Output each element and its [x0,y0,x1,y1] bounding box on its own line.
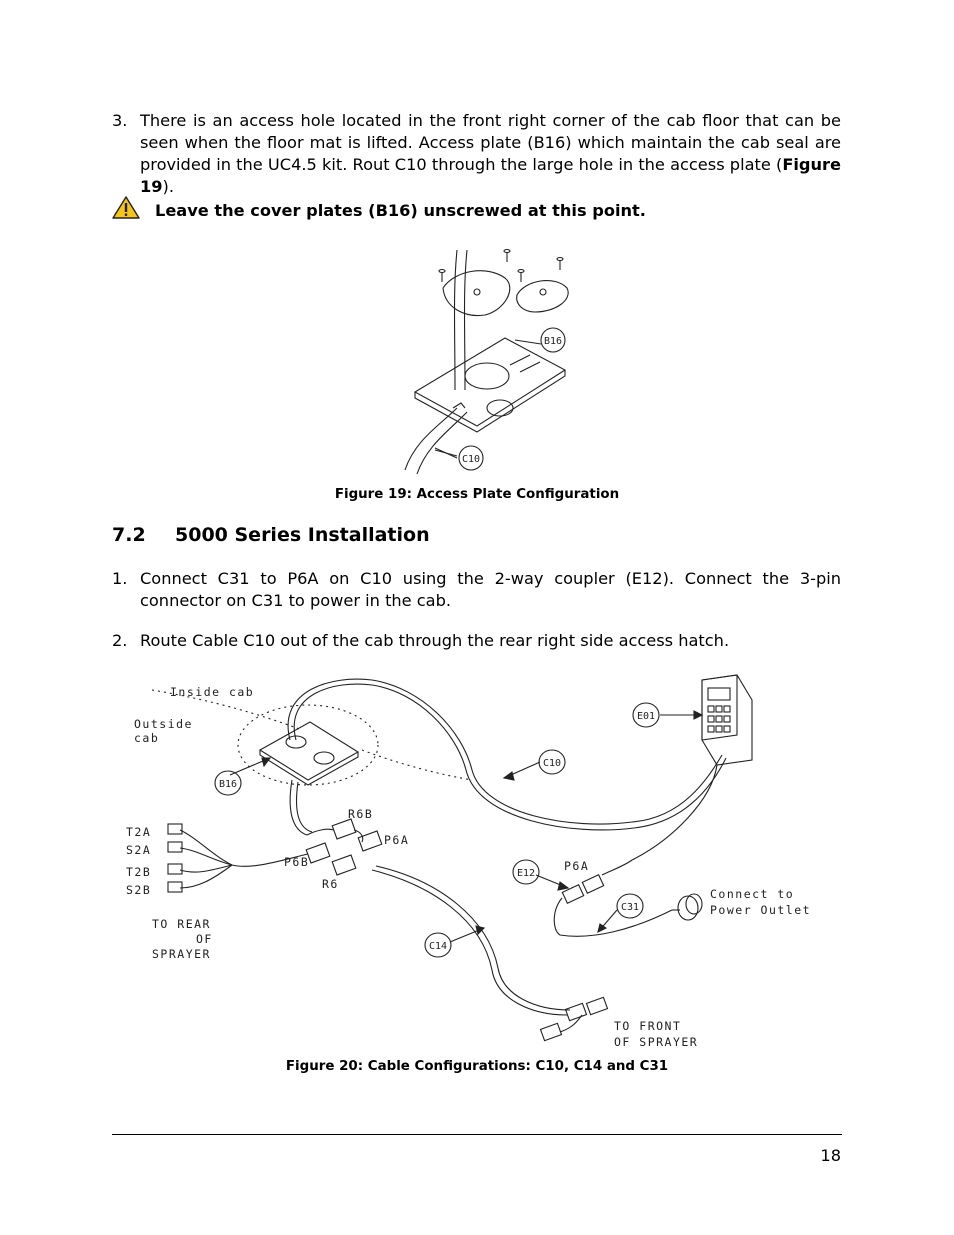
label-to-front-1: TO FRONT [614,1019,682,1033]
warning-text: Leave the cover plates (B16) unscrewed at this point. [155,201,646,220]
step-3-number: 3. [112,111,128,130]
label-to-front-2: OF SPRAYER [614,1035,699,1049]
label-to-rear-2: OF [196,932,213,946]
label-t2b: T2B [126,865,152,879]
label-e12: E12 [516,868,536,879]
label-inside-cab: Inside cab [170,685,255,699]
label-b16: B16 [218,779,238,790]
label-s2b: S2B [126,883,152,897]
figure-20-caption: Figure 20: Cable Configurations: C10, C14 and C31 [285,1059,669,1074]
label-c31: C31 [620,902,640,913]
section-number: 7.2 [112,524,146,546]
page-number: 18 [820,1146,841,1165]
warning-triangle-icon [112,196,140,220]
label-p6a-upper: P6A [384,833,410,847]
figure-19-reference: Figure 19 [140,155,841,196]
label-e01: E01 [636,711,656,722]
step-3-text-after: ). [162,177,174,196]
figure-19-labels [395,240,585,480]
figure-19-caption: Figure 19: Access Plate Configuration [334,487,620,502]
label-c10: C10 [461,454,481,465]
label-to-rear-1: TO REAR [152,917,211,931]
step-1-number: 1. [112,569,128,588]
label-connect-1: Connect to [710,887,795,901]
label-p6a-lower: P6A [564,859,590,873]
label-t2a: T2A [126,825,152,839]
label-connect-2: Power Outlet [710,903,812,917]
step-1-text: Connect C31 to P6A on C10 using the 2-way coupler (E12). Connect the 3-pin connector on C31 to power in the cab. [140,569,841,610]
label-c14: C14 [428,941,448,952]
figure-20-labels [112,670,842,1060]
step-3-text-before: There is an access hole located in the front right corner of the cab floor that can be seen when the floor mat is lifted. Access plate (B16) which maintain the cab seal are provided in the UC4.5 kit. Rout C10 through the large hole in the access plate ( [140,111,841,174]
label-r6b: R6B [348,807,374,821]
label-s2a: S2A [126,843,152,857]
label-p6b: P6B [284,855,310,869]
label-to-rear-3: SPRAYER [152,947,211,961]
label-outside-cab-2: cab [134,731,160,745]
step-3-text [140,110,841,198]
label-r6: R6 [322,877,339,891]
label-outside-cab-1: Outside [134,717,193,731]
step-2-number: 2. [112,631,128,650]
footer-rule [112,1134,842,1135]
step-2-text: Route Cable C10 out of the cab through the rear right side access hatch. [140,631,730,650]
label-c10: C10 [542,758,562,769]
section-title: 5000 Series Installation [175,524,430,546]
label-b16: B16 [543,336,563,347]
